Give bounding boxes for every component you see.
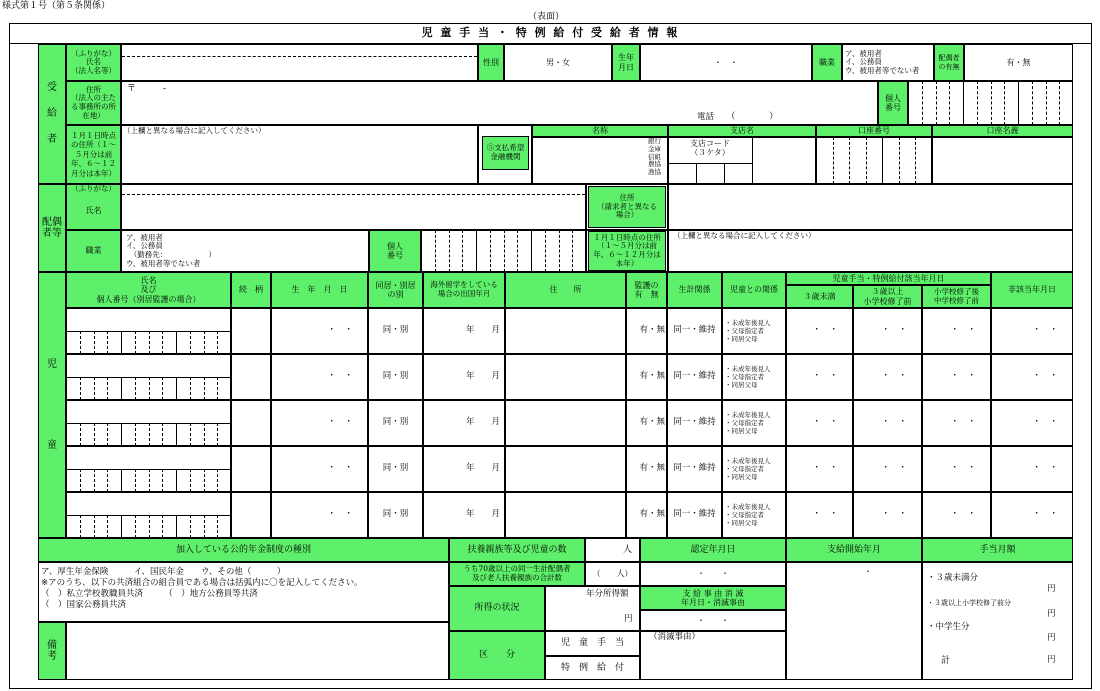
- child-kojin-digit-divider: [135, 377, 136, 400]
- child-after-elem-field[interactable]: ・ ・: [922, 492, 991, 538]
- child-kojin-digit-divider: [135, 469, 136, 492]
- child-under3-field[interactable]: ・ ・: [786, 492, 853, 538]
- income-field[interactable]: [545, 586, 640, 631]
- kojin-digit-divider: [1059, 81, 1060, 125]
- child-kojin-digit-divider: [121, 515, 122, 538]
- spouse-kojin-digit-divider: [504, 230, 505, 272]
- child-kojin-digit-divider: [80, 331, 81, 354]
- account-digit-divider: [833, 137, 834, 184]
- account-name-header: 口座名義: [932, 125, 1073, 137]
- child-livelihood-field[interactable]: 同一・維持: [667, 400, 722, 446]
- child-kojin-digit-divider: [80, 423, 81, 446]
- child-kojin-digit-divider: [135, 331, 136, 354]
- child-kojin-digit-divider: [107, 377, 108, 400]
- child-abroad-header: 海外留学をしている 場合の出国年月: [423, 272, 505, 308]
- child-birth-field[interactable]: ・ ・: [271, 308, 368, 354]
- child-custody-field[interactable]: 有・無: [626, 492, 667, 538]
- spouse-kojin-digit-divider: [572, 230, 573, 272]
- monthly-under3: ・３歳未満分: [927, 573, 979, 583]
- child-kojin-digit-divider: [190, 377, 191, 400]
- child-kojin-digit-divider: [94, 469, 95, 492]
- spouse-kojin-digit-divider: [435, 230, 436, 272]
- branch-code-div2: [724, 163, 725, 184]
- form-title: 児 童 手 当 ・ 特 例 給 付 受 給 者 情 報: [9, 23, 1092, 44]
- child-cohabit-field[interactable]: 同・別: [368, 492, 423, 538]
- spouse-section-label: 配偶 者等: [38, 184, 66, 272]
- over3-header: ３歳以上 小学校修了前: [853, 285, 922, 308]
- child-relation-field[interactable]: [231, 354, 271, 400]
- income-yen: 円: [624, 614, 633, 624]
- child-ineligible-field[interactable]: ・ ・: [991, 446, 1073, 492]
- account-name-field[interactable]: [932, 137, 1073, 184]
- child-allowance-label[interactable]: 児 童 手 当: [545, 631, 640, 656]
- child-kojin-digit-divider: [107, 515, 108, 538]
- child-abroad-field[interactable]: 年 月: [423, 400, 505, 446]
- child-address-field[interactable]: [505, 446, 626, 492]
- child-cohabit-field[interactable]: 同・別: [368, 446, 423, 492]
- child-custody-field[interactable]: 有・無: [626, 308, 667, 354]
- child-under3-field[interactable]: ・ ・: [786, 308, 853, 354]
- over70-field[interactable]: （ 人）: [585, 562, 640, 586]
- child-name-header: 氏名 及び 個人番号（別居監護の場合）: [66, 272, 231, 308]
- branch-code-line: [668, 163, 753, 164]
- address-label: 住所 （法人の主た る事務所の所 在地）: [66, 81, 121, 125]
- child-abroad-field[interactable]: 年 月: [423, 446, 505, 492]
- certified-header: 認定年月日: [640, 538, 786, 562]
- spouse-address-field[interactable]: [668, 184, 1073, 230]
- spouse-furigana-divider: [122, 194, 585, 195]
- account-digit-divider: [882, 137, 883, 184]
- child-ineligible-field[interactable]: ・ ・: [991, 400, 1073, 446]
- kojin-digit-divider: [949, 81, 950, 125]
- child-custody-field[interactable]: 有・無: [626, 354, 667, 400]
- address-field[interactable]: [121, 81, 878, 125]
- child-kojin-digit-divider: [149, 423, 150, 446]
- special-payment-label[interactable]: 特 例 給 付: [545, 656, 640, 680]
- job-label: 職業: [812, 44, 842, 81]
- spouse-jan1-note: （上欄と異なる場合に記入してください）: [673, 231, 816, 240]
- jan1-note: （上欄と異なる場合に記入してください）: [123, 126, 266, 135]
- recipient-section-label: 受 給 者: [38, 44, 66, 184]
- spouse-name-field[interactable]: [121, 184, 586, 230]
- kojin-digit-divider: [1046, 81, 1047, 125]
- monthly-under3-yen: 円: [1047, 584, 1056, 594]
- child-birth-field[interactable]: ・ ・: [271, 446, 368, 492]
- child-kojin-digit-divider: [204, 377, 205, 400]
- child-kojin-digit-divider: [121, 331, 122, 354]
- account-digit-divider: [866, 137, 867, 184]
- child-kojin-digit-divider: [149, 377, 150, 400]
- postal-mark: 〒 -: [127, 84, 167, 94]
- child-kojin-digit-divider: [94, 377, 95, 400]
- children-section-label: 児 童: [38, 272, 66, 538]
- phone-label: 電話 （ ）: [697, 112, 778, 122]
- child-over3-field[interactable]: ・ ・: [853, 400, 922, 446]
- child-kojin-digit-divider: [176, 331, 177, 354]
- child-birth-field[interactable]: ・ ・: [271, 354, 368, 400]
- monthly-middle: ・中学生分: [927, 622, 970, 632]
- child-relation-field[interactable]: [231, 400, 271, 446]
- name-label-text: 氏名 （法人名等）: [71, 57, 116, 75]
- child-relation-field[interactable]: [231, 446, 271, 492]
- child-kojin-digit-divider: [107, 423, 108, 446]
- kojin-digit-divider: [922, 81, 923, 125]
- child-ineligible-field[interactable]: ・ ・: [991, 492, 1073, 538]
- child-kojin-digit-divider: [135, 515, 136, 538]
- monthly-over3-yen: 円: [1047, 609, 1056, 619]
- child-cohabit-field[interactable]: 同・別: [368, 308, 423, 354]
- kojin-digit-divider: [991, 81, 992, 125]
- ineligible-header: 非該当年月日: [991, 272, 1073, 308]
- child-address-header: 住 所: [505, 272, 626, 308]
- pension-field[interactable]: [38, 562, 449, 622]
- child-abroad-field[interactable]: 年 月: [423, 308, 505, 354]
- kojin-digit-divider: [1018, 81, 1019, 125]
- spouse-jan1-label: １月１日時点の住所 （１～５月分は前 年、６～１２月分は 本年）: [588, 231, 666, 271]
- monthly-total: 計: [941, 656, 951, 666]
- start-value: ・: [864, 567, 872, 576]
- child-abroad-field[interactable]: 年 月: [423, 354, 505, 400]
- child-birth-header: 生 年 月 日: [271, 272, 368, 308]
- child-address-field[interactable]: [505, 400, 626, 446]
- child-kojin-digit-divider: [135, 423, 136, 446]
- job-options[interactable]: ア、被用者 イ、公務員 ウ、被用者等でない者: [842, 44, 934, 81]
- recipient-name-field[interactable]: [121, 44, 478, 81]
- child-cohabit-field[interactable]: 同・別: [368, 400, 423, 446]
- child-kojin-digit-divider: [204, 515, 205, 538]
- child-cohabit-field[interactable]: 同・別: [368, 354, 423, 400]
- spouse-presence-field[interactable]: 有・無: [964, 44, 1073, 81]
- child-after-elem-field[interactable]: ・ ・: [922, 354, 991, 400]
- child-kojin-digit-divider: [204, 423, 205, 446]
- pension-text: ア、厚生年金保険 イ、国民年金 ウ、その他（ ） ※アのうち、以下の共済組合の組合員である場合は括弧内に〇を記入してください。 （ ）私立学校教職員共済 （ ）地方公務員等共済 （ ）国家公務員共済: [41, 567, 363, 611]
- reason-note: （消滅事由）: [649, 632, 701, 642]
- kojin-digit-divider: [1004, 81, 1005, 125]
- monthly-over3: ・３歳以上小学校修了前分: [927, 599, 1011, 607]
- child-abroad-field[interactable]: 年 月: [423, 492, 505, 538]
- jan1-address-field[interactable]: [121, 125, 478, 184]
- child-after-elem-field[interactable]: ・ ・: [922, 400, 991, 446]
- kojin-digit-divider: [936, 81, 937, 125]
- child-livelihood-field[interactable]: 同一・維持: [667, 446, 722, 492]
- child-kojin-digit-divider: [176, 515, 177, 538]
- child-over3-field[interactable]: ・ ・: [853, 308, 922, 354]
- child-kojin-digit-divider: [217, 377, 218, 400]
- child-kojin-digit-divider: [162, 423, 163, 446]
- remarks-field[interactable]: [66, 622, 449, 680]
- spouse-job-options[interactable]: ア、被用者 イ、公務員 （勤務先： ） ウ、被用者等でない者: [121, 230, 369, 272]
- child-kojin-digit-divider: [204, 331, 205, 354]
- spouse-kojin-digit-divider: [449, 230, 450, 272]
- kojin-digit-divider: [963, 81, 964, 125]
- child-kojin-digit-divider: [149, 469, 150, 492]
- income-year-label: 年分所得額: [586, 589, 629, 599]
- child-address-field[interactable]: [505, 492, 626, 538]
- pension-header: 加入している公的年金制度の種別: [38, 538, 449, 562]
- kojin-digit-divider: [1032, 81, 1033, 125]
- birth-label: 生年 月日: [612, 44, 640, 81]
- child-address-field[interactable]: [505, 308, 626, 354]
- child-kojin-digit-divider: [94, 423, 95, 446]
- spouse-kojin-digit-divider: [559, 230, 560, 272]
- kojin-label: 個人 番号: [878, 81, 908, 125]
- branch-code-label: 支店コード （３ケタ）: [690, 139, 730, 158]
- child-livelihood-header: 生計関係: [667, 272, 722, 308]
- spouse-jan1-field[interactable]: [668, 230, 1073, 272]
- child-kojin-digit-divider: [94, 515, 95, 538]
- kojin-digit-divider: [977, 81, 978, 125]
- child-kojin-digit-divider: [80, 377, 81, 400]
- child-under3-field[interactable]: ・ ・: [786, 354, 853, 400]
- child-after-elem-field[interactable]: ・ ・: [922, 446, 991, 492]
- bank-name-header: 名称: [532, 125, 668, 137]
- child-livelihood-field[interactable]: 同一・維持: [667, 492, 722, 538]
- spouse-name-label-text: 氏名: [85, 205, 102, 215]
- child-custody-field[interactable]: 有・無: [626, 446, 667, 492]
- child-kojin-digit-divider: [121, 377, 122, 400]
- gender-field[interactable]: 男・女: [504, 44, 612, 81]
- child-relation-field[interactable]: [231, 492, 271, 538]
- spouse-job-label: 職業: [66, 230, 121, 272]
- child-kojin-digit-divider: [149, 331, 150, 354]
- spouse-presence-label: 配偶者 の有無: [934, 44, 964, 81]
- child-relation-header: 続 柄: [231, 272, 271, 308]
- child-relationship-field[interactable]: ・未成年後見人 ・父母指定者 ・同居父母: [722, 308, 786, 354]
- under3-header: ３歳未満: [786, 285, 853, 308]
- child-under3-field[interactable]: ・ ・: [786, 400, 853, 446]
- child-livelihood-field[interactable]: 同一・維持: [667, 354, 722, 400]
- form-number: 様式第１号（第５条関係）: [2, 1, 111, 11]
- monthly-total-yen: 円: [1047, 655, 1056, 665]
- child-relationship-header: 児童との関係: [722, 272, 786, 308]
- child-kojin-digit-divider: [80, 469, 81, 492]
- reason-date-field[interactable]: ・ ・: [640, 610, 786, 631]
- child-birth-field[interactable]: ・ ・: [271, 400, 368, 446]
- start-header: 支給開始年月: [786, 538, 922, 562]
- reason-note-field[interactable]: [640, 631, 786, 680]
- child-over3-field[interactable]: ・ ・: [853, 446, 922, 492]
- child-kojin-digit-divider: [94, 331, 95, 354]
- child-kojin-digit-divider: [176, 469, 177, 492]
- branch-code-div1: [696, 163, 697, 184]
- side-label: （表面）: [528, 12, 565, 22]
- bank-label: ⑤支払希望 金融機関: [482, 136, 529, 170]
- over70-label: うち70歳以上の同一生計配偶者 及び老人扶養親族の合計数: [449, 562, 585, 586]
- child-kojin-digit-divider: [190, 469, 191, 492]
- account-digit-divider: [849, 137, 850, 184]
- child-ineligible-field[interactable]: ・ ・: [991, 354, 1073, 400]
- child-kojin-digit-divider: [162, 515, 163, 538]
- child-custody-header: 監護の 有 無: [626, 272, 667, 308]
- child-livelihood-field[interactable]: 同一・維持: [667, 308, 722, 354]
- child-kojin-digit-divider: [190, 423, 191, 446]
- child-kojin-digit-divider: [162, 469, 163, 492]
- child-relationship-field[interactable]: ・未成年後見人 ・父母指定者 ・同居父母: [722, 400, 786, 446]
- child-kojin-digit-divider: [162, 331, 163, 354]
- child-kojin-digit-divider: [121, 423, 122, 446]
- furigana-divider: [122, 56, 477, 57]
- child-kojin-digit-divider: [162, 377, 163, 400]
- child-kojin-digit-divider: [176, 423, 177, 446]
- child-relationship-field[interactable]: ・未成年後見人 ・父母指定者 ・同居父母: [722, 446, 786, 492]
- child-relationship-field[interactable]: ・未成年後見人 ・父母指定者 ・同居父母: [722, 354, 786, 400]
- spouse-kojin-digit-divider: [490, 230, 491, 272]
- child-kojin-digit-divider: [217, 423, 218, 446]
- birth-field[interactable]: ・ ・: [640, 44, 812, 81]
- child-ineligible-field[interactable]: ・ ・: [991, 308, 1073, 354]
- remarks-label: 備 考: [38, 622, 66, 680]
- account-digit-divider: [899, 137, 900, 184]
- child-kojin-digit-divider: [190, 331, 191, 354]
- monthly-middle-yen: 円: [1047, 633, 1056, 643]
- income-label: 所得の状況: [449, 586, 545, 631]
- child-kojin-digit-divider: [107, 469, 108, 492]
- eligible-year-header: 児童手当・特例給付該当年月日: [786, 272, 991, 285]
- spouse-kojin-digit-divider: [476, 230, 477, 272]
- reason-header: 支 給 事 由 消 滅 年月日・消滅事由: [640, 586, 786, 610]
- child-kojin-digit-divider: [176, 377, 177, 400]
- monthly-field[interactable]: [922, 562, 1073, 680]
- start-field[interactable]: [786, 562, 922, 680]
- child-birth-field[interactable]: ・ ・: [271, 492, 368, 538]
- gender-label: 性別: [478, 44, 504, 81]
- child-under3-field[interactable]: ・ ・: [786, 446, 853, 492]
- after-elem-header: 小学校修了後 中学校修了前: [922, 285, 991, 308]
- branch-header: 支店名: [668, 125, 816, 137]
- child-relationship-field[interactable]: ・未成年後見人 ・父母指定者 ・同居父母: [722, 492, 786, 538]
- spouse-kojin-label: 個人 番号: [369, 230, 421, 272]
- child-kojin-digit-divider: [217, 331, 218, 354]
- spouse-kojin-digit-divider: [517, 230, 518, 272]
- monthly-header: 手当月額: [922, 538, 1073, 562]
- spouse-kojin-digit-divider: [531, 230, 532, 272]
- child-kojin-digit-divider: [121, 469, 122, 492]
- spouse-kojin-digit-divider: [545, 230, 546, 272]
- child-kojin-digit-divider: [107, 331, 108, 354]
- spouse-name-label: [66, 184, 121, 230]
- child-cohabit-header: 同居・別居 の別: [368, 272, 423, 308]
- category-label: 区 分: [449, 631, 545, 680]
- account-number-header: 口座番号: [816, 125, 932, 137]
- child-over3-field[interactable]: ・ ・: [853, 492, 922, 538]
- child-kojin-digit-divider: [217, 469, 218, 492]
- bank-types: 銀行 金庫 信組 農協 漁協: [648, 137, 661, 177]
- spouse-kojin-digit-divider: [462, 230, 463, 272]
- child-kojin-digit-divider: [80, 515, 81, 538]
- child-after-elem-field[interactable]: ・ ・: [922, 308, 991, 354]
- account-digit-divider: [915, 137, 916, 184]
- certified-field[interactable]: ・ ・: [640, 562, 786, 586]
- jan1-address-label: １月１日時点 の住所（１～ ５月分は前 年、６～１２ 月分は本年）: [66, 125, 121, 184]
- child-address-field[interactable]: [505, 354, 626, 400]
- child-kojin-digit-divider: [190, 515, 191, 538]
- dependents-unit: 人: [623, 545, 633, 555]
- spouse-address-label: 住所 （請求者と異なる 場合）: [588, 186, 666, 228]
- child-kojin-digit-divider: [149, 515, 150, 538]
- child-kojin-digit-divider: [204, 469, 205, 492]
- dependents-header: 扶養親族等及び児童の数: [449, 538, 585, 562]
- child-kojin-digit-divider: [217, 515, 218, 538]
- child-over3-field[interactable]: ・ ・: [853, 354, 922, 400]
- branch-code-div3: [752, 137, 753, 184]
- dependents-field[interactable]: [585, 538, 640, 562]
- furigana-label: （ふりがな）: [71, 48, 116, 58]
- child-custody-field[interactable]: 有・無: [626, 400, 667, 446]
- recipient-name-label: [66, 44, 121, 81]
- child-relation-field[interactable]: [231, 308, 271, 354]
- spouse-furigana-label: （ふりがな）: [71, 184, 116, 193]
